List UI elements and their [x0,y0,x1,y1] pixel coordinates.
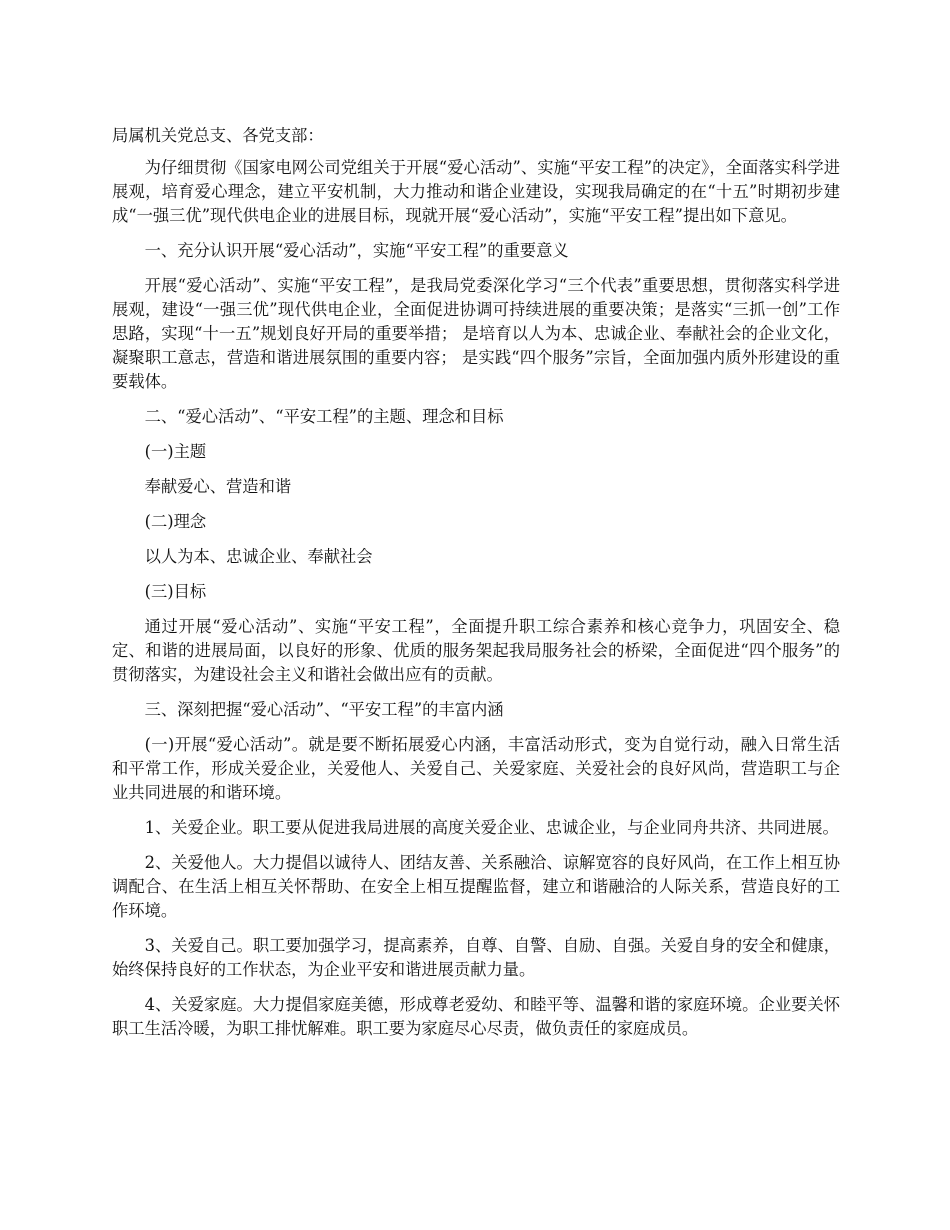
theme-text: 奉献爱心、营造和谐 [144,477,292,496]
care-enterprise-paragraph: 1、关爱企业。职工要从促进我局进展的高度关爱企业、忠诚企业，与企业同舟共济、共同进展。 [144,818,839,837]
subheading-goal: (三)目标 [144,582,207,601]
subheading-theme: (一)主题 [144,442,207,461]
section-heading-3: 三、深刻把握“爱心活动”、“平安工程”的丰富内涵 [144,700,504,719]
subheading-concept: (二)理念 [144,512,207,531]
care-others-paragraph: 2、关爱他人。大力提倡以诚待人、团结友善、关系融洽、谅解宽容的良好风尚，在工作上相互协调配合、在生活上相互关怀帮助、在安全上相互提醒监督，建立和谐融洽的人际关系，营造良好的工作环境。 [112,853,840,920]
goal-paragraph: 通过开展“爱心活动”、实施“平安工程”，全面提升职工综合素养和核心竞争力，巩固安全、稳定、和谐的进展局面，以良好的形象、优质的服务架起我局服务社会的桥梁，全面促进“四个服务”的贯彻落实，为建设社会主义和谐社会做出应有的贡献。 [112,617,840,684]
salutation: 局属机关党总支、各党支部： [112,126,324,145]
significance-paragraph: 开展“爱心活动”、实施“平安工程”，是我局党委深化学习“三个代表”重要思想，贯彻落实科学进展观，建设“一强三优”现代供电企业，全面促进协调可持续进展的重要决策；是落实“三抓一创”工作思路，实现“十一五”规划良好开局的重要举措； 是培育以人为本、忠诚企业、奉献社会的企业文化，凝聚职工意志，营造和谐进展氛围的重要内容； 是实践“四个服务”宗旨，全面加强内质外形建设的重要载体。 [112,276,840,391]
care-self-paragraph: 3、关爱自己。职工要加强学习，提高素养，自尊、自警、自励、自强。关爱自身的安全和健康，始终保持良好的工作状态，为企业平安和谐进展贡献力量。 [112,936,840,979]
care-family-paragraph: 4、关爱家庭。大力提倡家庭美德，形成尊老爱幼、和睦平等、温馨和谐的家庭环境。企业要关怀职工生活冷暖，为职工排忧解难。职工要为家庭尽心尽责，做负责任的家庭成员。 [112,995,840,1038]
love-activity-paragraph: (一)开展“爱心活动”。就是要不断拓展爱心内涵，丰富活动形式，变为自觉行动，融入日常生活和平常工作，形成关爱企业，关爱他人、关爱自己、关爱家庭、关爱社会的良好风尚，营造职工与企业共同进展的和谐环境。 [112,735,840,802]
document-body [112,124,840,1052]
intro-paragraph: 为仔细贯彻《国家电网公司党组关于开展“爱心活动”、实施“平安工程”的决定》，全面落实科学进展观，培育爱心理念，建立平安机制，大力推动和谐企业建设，实现我局确定的在“十五”时期初步建成“一强三优”现代供电企业的进展目标，现就开展“爱心活动”，实施“平安工程”提出如下意见。 [112,158,840,225]
section-heading-1: 一、充分认识开展“爱心活动”，实施“平安工程”的重要意义 [144,241,569,260]
section-heading-2: 二、“爱心活动”、“平安工程”的主题、理念和目标 [144,407,504,426]
concept-text: 以人为本、忠诚企业、奉献社会 [144,547,373,566]
